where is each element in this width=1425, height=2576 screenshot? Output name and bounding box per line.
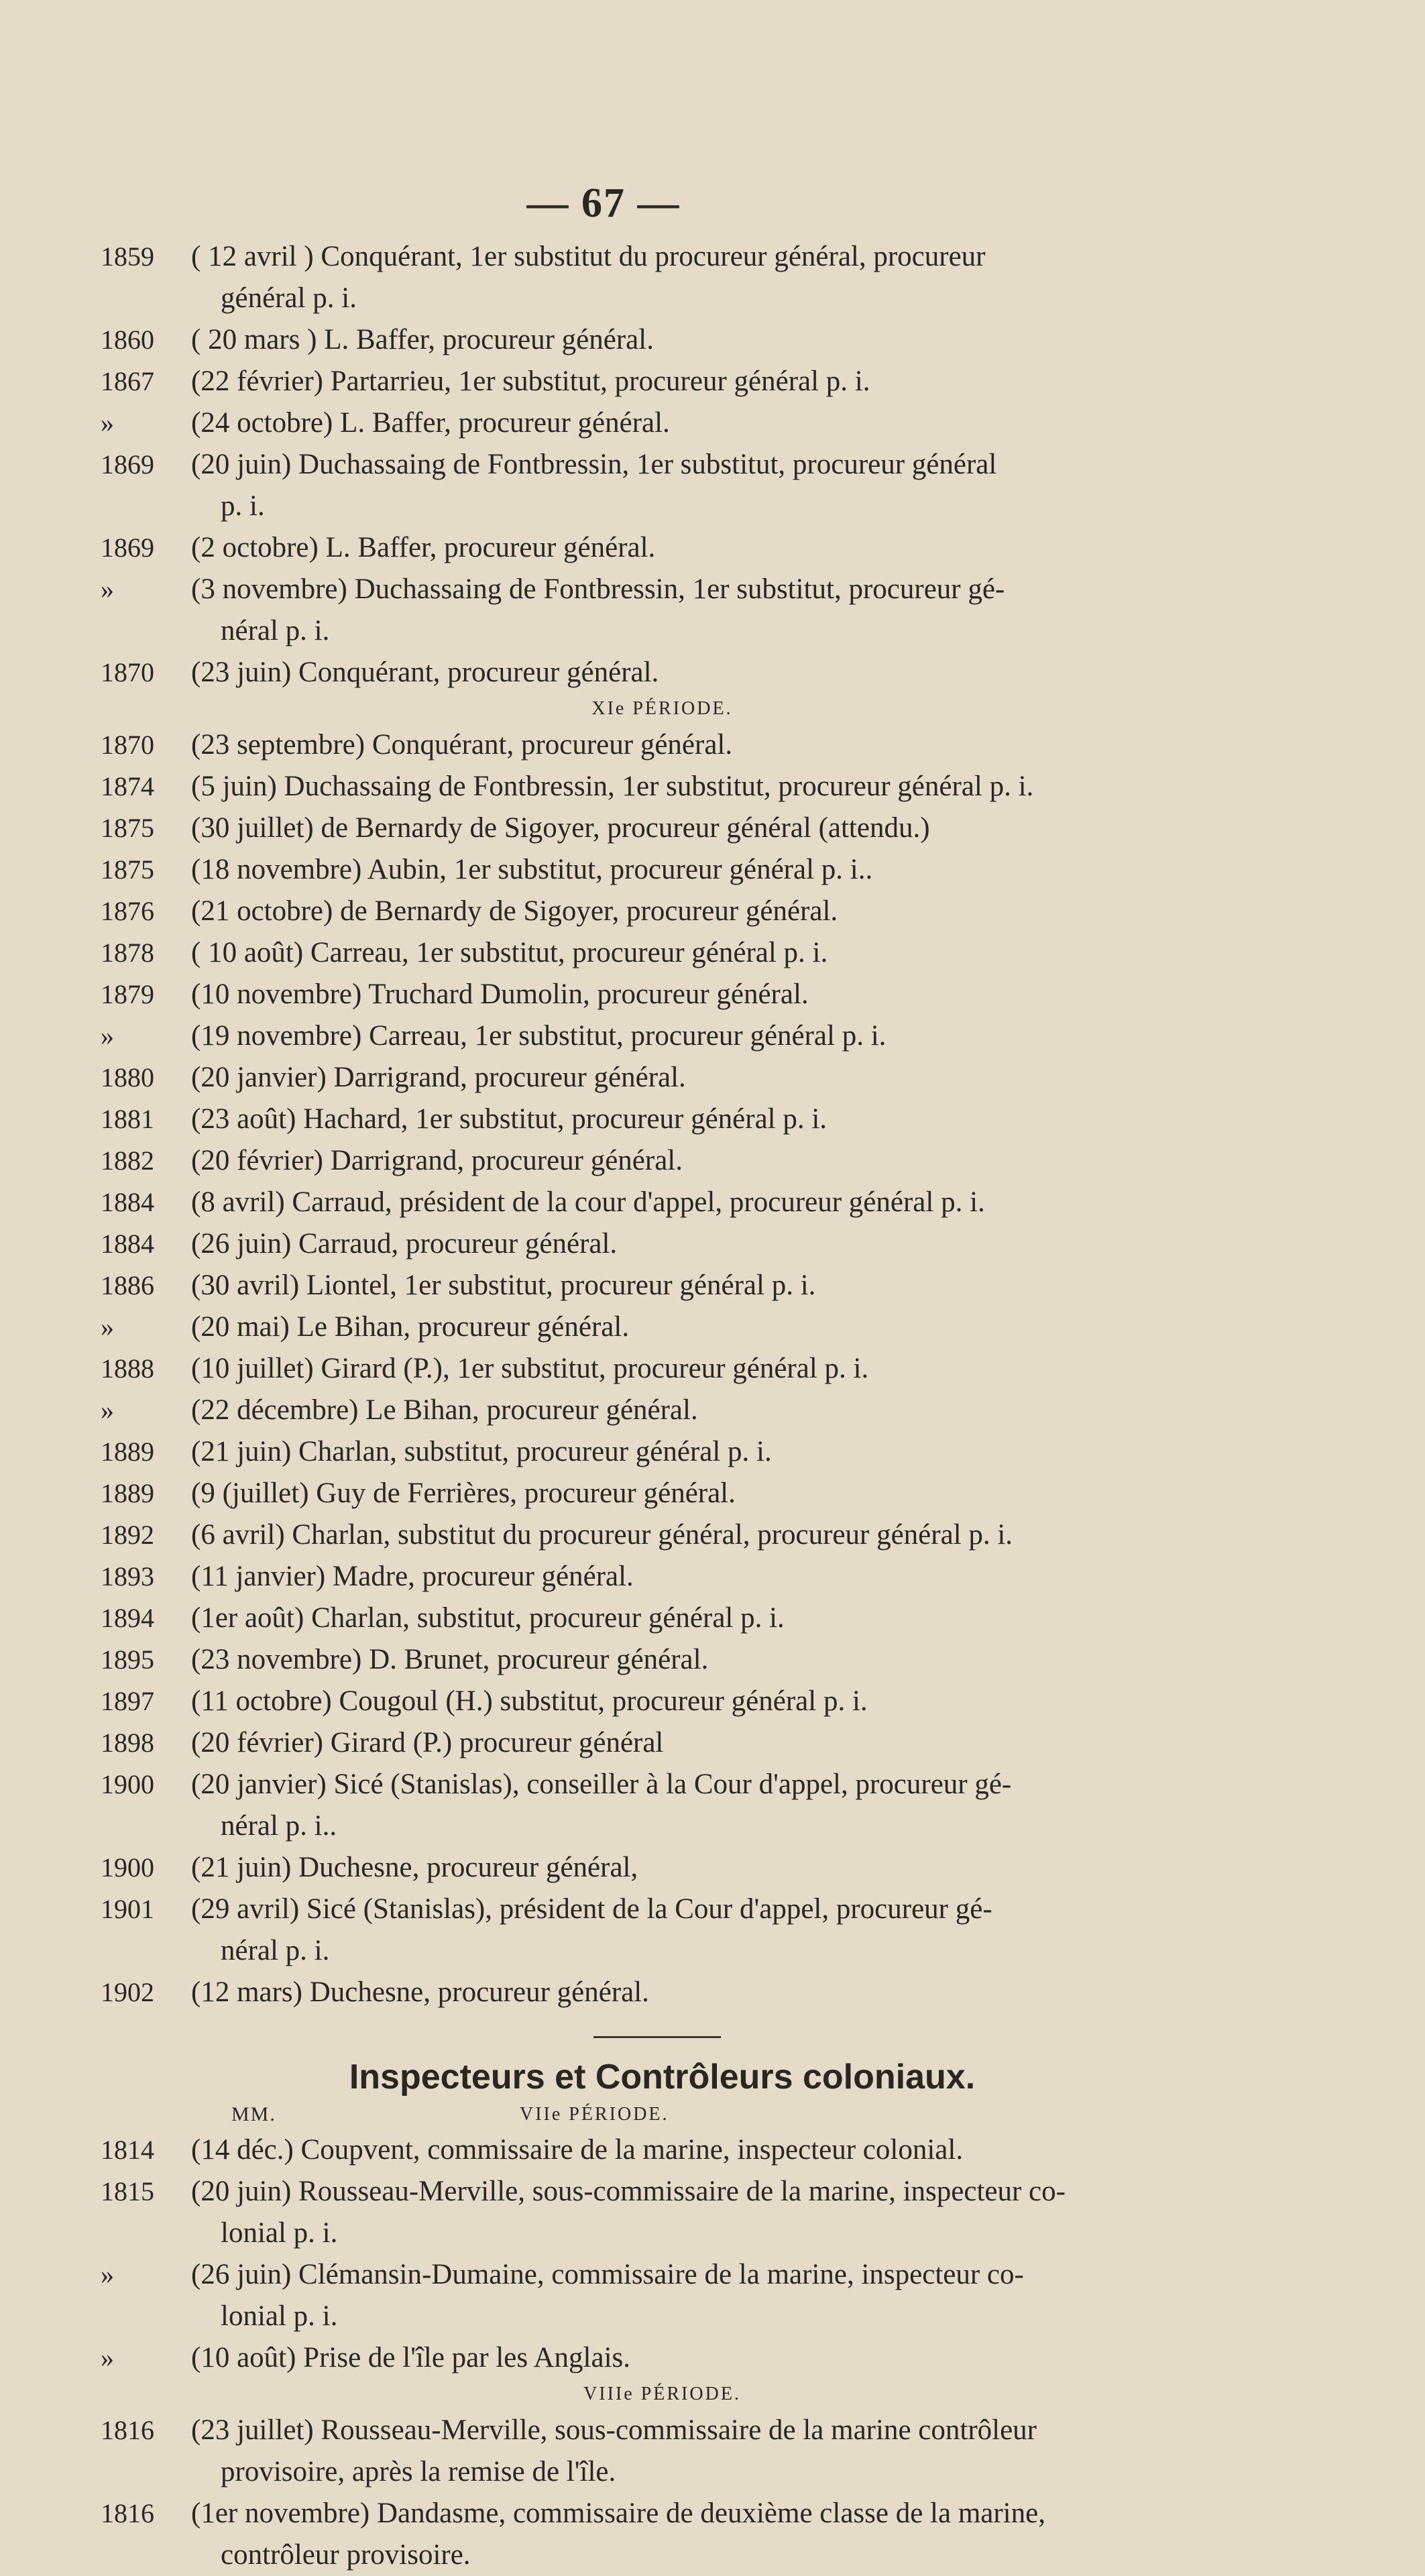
entry-line: (20 juin) Rousseau-Merville, sous-commissaire de la marine, inspecteur co- (191, 2176, 1066, 2207)
entry-text (191, 1306, 1133, 1348)
section-title: Inspecteurs et Contrôleurs coloniaux. (349, 2058, 976, 2096)
entry-year: 1886 (101, 1270, 154, 1300)
entry-year: » (101, 574, 114, 604)
entry-year: 1867 (101, 366, 154, 396)
list-item (101, 1390, 1133, 1431)
entry-year: 1815 (101, 2176, 154, 2206)
entry-year: 1889 (101, 1437, 154, 1467)
entry-year: 1893 (101, 1561, 154, 1591)
procureurs-block (101, 236, 1133, 693)
entry-line: (20 mai) Le Bihan, procureur général. (191, 1311, 630, 1343)
list-item (101, 1847, 1133, 1889)
entry-text (191, 2337, 1133, 2379)
list-item (101, 1556, 1133, 1598)
entry-text (191, 2410, 1133, 2493)
entry-text (191, 1764, 1133, 1847)
entry-year: 1860 (101, 325, 154, 355)
entry-year: 1816 (101, 2415, 154, 2445)
entry-line: (20 février) Darrigrand, procureur général. (191, 1145, 683, 1176)
entry-text (191, 1722, 1133, 1764)
entry-continuation: néral p. i. (221, 1935, 330, 1966)
entry-line: (22 février) Partarrieu, 1er substitut, procureur général p. i. (191, 366, 870, 397)
entry-text (191, 1265, 1133, 1306)
list-item (101, 1514, 1133, 1556)
list-item (101, 444, 1133, 527)
entry-text (191, 2171, 1133, 2254)
entry-continuation: lonial p. i. (221, 2300, 338, 2332)
entry-text (191, 1099, 1133, 1140)
entry-year: 1859 (101, 241, 154, 272)
list-item (101, 1598, 1133, 1639)
entry-line: (10 août) Prise de l'île par les Anglais. (191, 2342, 630, 2373)
list-item (101, 1265, 1133, 1306)
inspecteurs-block-viii (101, 2410, 1133, 2576)
entry-line: (3 novembre) Duchassaing de Fontbressin, 1er substitut, procureur gé- (191, 573, 1005, 605)
list-item (101, 652, 1133, 693)
entry-line: (12 mars) Duchesne, procureur général. (191, 1976, 649, 2008)
mm-label: MM. (231, 2103, 276, 2125)
procureurs-block-xi (101, 724, 1133, 2013)
entry-continuation: néral p. i.. (221, 1810, 337, 1842)
entry-text (191, 849, 1133, 891)
entry-text (191, 319, 1133, 361)
entry-line: (22 décembre) Le Bihan, procureur général. (191, 1394, 698, 1426)
list-item (101, 236, 1133, 319)
list-item (101, 1015, 1133, 1057)
entry-text (191, 236, 1133, 319)
entry-line: (21 octobre) de Bernardy de Sigoyer, procureur général. (191, 895, 838, 927)
entry-year: 1884 (101, 1187, 154, 1217)
entry-year: 1894 (101, 1603, 154, 1633)
entry-line: (1er août) Charlan, substitut, procureur général p. i. (191, 1602, 785, 1634)
entry-line: (26 juin) Carraud, procureur général. (191, 1228, 618, 1259)
entry-text (191, 444, 1133, 527)
entry-text (191, 1639, 1133, 1681)
entry-year: 1814 (101, 2135, 154, 2165)
inspecteurs-block-vii (101, 2129, 1133, 2379)
entry-line: ( 20 mars ) L. Baffer, procureur général. (191, 324, 654, 355)
entry-text (191, 361, 1133, 402)
entry-line: (21 juin) Charlan, substitut, procureur général p. i. (191, 1436, 772, 1467)
entry-year: 1878 (101, 938, 154, 968)
list-item (101, 319, 1133, 361)
period-heading-viii: VIIIe PÉRIODE. (583, 2384, 741, 2404)
entry-line: (1er novembre) Dandasme, commissaire de deuxième classe de la marine, (191, 2498, 1045, 2529)
list-item (101, 402, 1133, 444)
entry-line: (20 janvier) Sicé (Stanislas), conseiller à la Cour d'appel, procureur gé- (191, 1769, 1012, 1800)
entry-line: (8 avril) Carraud, président de la cour d'appel, procureur général p. i. (191, 1186, 985, 1218)
entry-continuation: provisoire, après la remise de l'île. (221, 2456, 616, 2487)
entry-line: (20 juin) Duchassaing de Fontbressin, 1er substitut, procureur général (191, 449, 997, 480)
mm-row (101, 2100, 1133, 2129)
entry-continuation: p. i. (221, 490, 265, 522)
entry-year: 1884 (101, 1229, 154, 1259)
list-item (101, 1722, 1133, 1764)
list-item (101, 2171, 1133, 2254)
entry-line: (23 juin) Conquérant, procureur général. (191, 657, 659, 688)
entry-year: 1879 (101, 979, 154, 1009)
entry-text (191, 569, 1133, 652)
list-item (101, 1764, 1133, 1847)
entry-line: (2 octobre) L. Baffer, procureur général. (191, 532, 656, 563)
entry-text (191, 527, 1133, 569)
entry-year: » (101, 2343, 114, 2373)
list-item (101, 2129, 1133, 2171)
entry-text (191, 1473, 1133, 1514)
entry-year: 1898 (101, 1728, 154, 1758)
entry-line: (5 juin) Duchassaing de Fontbressin, 1er substitut, procureur général p. i. (191, 771, 1034, 802)
list-item (101, 569, 1133, 652)
list-item (101, 361, 1133, 402)
entry-text (191, 402, 1133, 444)
entry-year: 1870 (101, 657, 154, 687)
list-item (101, 1223, 1133, 1265)
list-item (101, 1306, 1133, 1348)
entry-line: (6 avril) Charlan, substitut du procureur général, procureur général p. i. (191, 1519, 1013, 1551)
entry-year: 1895 (101, 1644, 154, 1675)
entry-text (191, 1847, 1133, 1889)
entry-line: (23 novembre) D. Brunet, procureur général. (191, 1644, 709, 1675)
entry-year: 1902 (101, 1977, 154, 2007)
entry-text (191, 1598, 1133, 1639)
list-item (101, 891, 1133, 932)
entry-line: (10 novembre) Truchard Dumolin, procureur général. (191, 978, 809, 1010)
list-item (101, 724, 1133, 766)
entry-text (191, 1889, 1133, 1972)
list-item (101, 1639, 1133, 1681)
entry-line: (23 septembre) Conquérant, procureur général. (191, 729, 733, 761)
list-item (101, 527, 1133, 569)
list-item (101, 2254, 1133, 2337)
entry-year: 1875 (101, 813, 154, 843)
list-item (101, 932, 1133, 974)
list-item (101, 1140, 1133, 1182)
entry-year: 1870 (101, 730, 154, 760)
entry-year: 1880 (101, 1062, 154, 1093)
entry-line: (9 (juillet) Guy de Ferrières, procureur général. (191, 1477, 736, 1509)
entry-text (191, 1182, 1133, 1223)
list-item (101, 2410, 1133, 2493)
list-item (101, 807, 1133, 849)
entry-text (191, 1681, 1133, 1722)
entry-year: » (101, 1312, 114, 1342)
entry-text (191, 2254, 1133, 2337)
list-item (101, 1099, 1133, 1140)
list-item (101, 1889, 1133, 1972)
entry-year: 1900 (101, 1852, 154, 1883)
entry-year: 1892 (101, 1520, 154, 1550)
entry-continuation: lonial p. i. (221, 2217, 338, 2249)
entry-year: 1897 (101, 1686, 154, 1716)
entry-year: » (101, 408, 114, 438)
entries-list (101, 236, 1133, 2576)
entry-line: (21 juin) Duchesne, procureur général, (191, 1852, 638, 1883)
entry-line: (14 déc.) Coupvent, commissaire de la marine, inspecteur colonial. (191, 2134, 964, 2166)
entry-line: (20 janvier) Darrigrand, procureur général. (191, 1062, 686, 1093)
entry-year: 1901 (101, 1894, 154, 1924)
entry-year: 1882 (101, 1145, 154, 1176)
list-item (101, 1681, 1133, 1722)
entry-text (191, 1431, 1133, 1473)
list-item (101, 849, 1133, 891)
entry-text (191, 2129, 1133, 2171)
entry-year: 1889 (101, 1478, 154, 1508)
entry-line: ( 12 avril ) Conquérant, 1er substitut du procureur général, procureur (191, 241, 986, 272)
entry-line: ( 10 août) Carreau, 1er substitut, procureur général p. i. (191, 937, 828, 968)
entry-year: 1816 (101, 2498, 154, 2528)
list-item (101, 1431, 1133, 1473)
entry-line: (23 juillet) Rousseau-Merville, sous-commissaire de la marine contrôleur (191, 2414, 1037, 2446)
list-item (101, 1348, 1133, 1390)
entry-year: 1875 (101, 854, 154, 885)
entry-line: (23 août) Hachard, 1er substitut, procureur général p. i. (191, 1103, 828, 1135)
list-item (101, 2493, 1133, 2576)
entry-year: 1874 (101, 771, 154, 801)
period-heading-vii: VIIe PÉRIODE. (520, 2104, 669, 2125)
entry-line: (20 février) Girard (P.) procureur général (191, 1727, 664, 1758)
entry-line: (19 novembre) Carreau, 1er substitut, procureur général p. i. (191, 1020, 887, 1052)
period-heading-xi: XIe PÉRIODE. (591, 698, 733, 719)
entry-line: (30 avril) Liontel, 1er substitut, procureur général p. i. (191, 1270, 816, 1301)
entry-line: (29 avril) Sicé (Stanislas), président de la Cour d'appel, procureur gé- (191, 1893, 992, 1925)
entry-text (191, 2493, 1133, 2576)
entry-text (191, 807, 1133, 849)
entry-year: 1876 (101, 896, 154, 926)
entry-text (191, 724, 1133, 766)
entry-line: (11 octobre) Cougoul (H.) substitut, procureur général p. i. (191, 1685, 868, 1717)
entry-text (191, 1556, 1133, 1598)
entry-text (191, 974, 1133, 1015)
entry-continuation: contrôleur provisoire. (221, 2539, 471, 2571)
entry-text (191, 1223, 1133, 1265)
entry-text (191, 652, 1133, 693)
entry-text (191, 1015, 1133, 1057)
page-number: — 67 — (526, 180, 681, 226)
list-item (101, 1182, 1133, 1223)
entry-line: (18 novembre) Aubin, 1er substitut, procureur général p. i.. (191, 854, 873, 885)
entry-text (191, 1514, 1133, 1556)
entry-year: » (101, 1395, 114, 1425)
list-item (101, 1473, 1133, 1514)
entry-text (191, 932, 1133, 974)
list-item (101, 766, 1133, 807)
entry-text (191, 891, 1133, 932)
entry-line: (10 juillet) Girard (P.), 1er substitut, procureur général p. i. (191, 1353, 869, 1384)
entry-year: 1881 (101, 1104, 154, 1134)
list-item (101, 2337, 1133, 2379)
entry-line: (30 juillet) de Bernardy de Sigoyer, procureur général (attendu.) (191, 812, 930, 844)
entry-year: » (101, 1021, 114, 1051)
entry-line: (11 janvier) Madre, procureur général. (191, 1561, 634, 1592)
entry-text (191, 1057, 1133, 1099)
entry-continuation: néral p. i. (221, 615, 330, 647)
list-item (101, 974, 1133, 1015)
entry-text (191, 766, 1133, 807)
entry-continuation: général p. i. (221, 282, 357, 314)
entry-line: (24 octobre) L. Baffer, procureur général. (191, 407, 670, 439)
section-divider (593, 2036, 721, 2038)
entry-line: (26 juin) Clémansin-Dumaine, commissaire de la marine, inspecteur co- (191, 2259, 1024, 2290)
entry-year: 1888 (101, 1353, 154, 1384)
entry-text (191, 1140, 1133, 1182)
entry-year: » (101, 2259, 114, 2290)
entry-text (191, 1348, 1133, 1390)
entry-text (191, 1390, 1133, 1431)
entry-text (191, 1972, 1133, 2013)
list-item (101, 1972, 1133, 2013)
entry-year: 1869 (101, 449, 154, 480)
list-item (101, 1057, 1133, 1099)
entry-year: 1869 (101, 533, 154, 563)
entry-year: 1900 (101, 1769, 154, 1799)
